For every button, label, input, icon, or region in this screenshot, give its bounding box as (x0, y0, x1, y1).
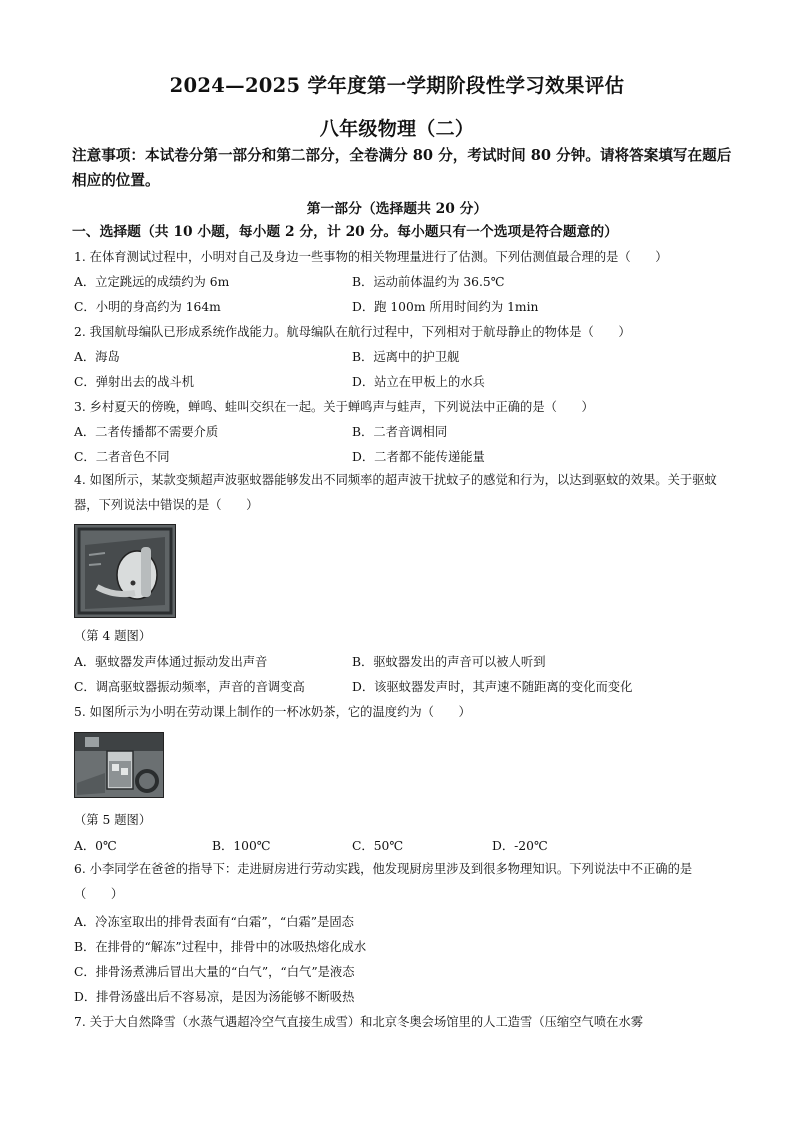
q6-option-a: A．冷冻室取出的排骨表面有“白霜”，“白霜”是固态 (74, 915, 354, 929)
q2-option-b: B．远离中的护卫舰 (352, 350, 460, 364)
q6-option-b: B．在排骨的“解冻”过程中，排骨中的冰吸热熔化成水 (74, 940, 367, 954)
iced-milk-tea-drawing (75, 733, 163, 797)
q2-option-d: D．站立在甲板上的水兵 (352, 375, 485, 389)
question-7-stem: 7. 关于大自然降雪（水蒸气遇超冷空气直接生成雪）和北京冬奥会场馆里的人工造雪（压缩空气喷在水雾 (74, 1015, 644, 1029)
q3-option-a: A．二者传播都不需要介质 (74, 425, 219, 439)
q5-option-c: C．50℃ (352, 839, 404, 853)
question-5-stem: 5. 如图所示为小明在劳动课上制作的一杯冰奶茶，它的温度约为（ ） (74, 705, 471, 719)
question-4-stem: 4. 如图所示，某款变频超声波驱蚊器能够发出不同频率的超声波干扰蚊子的感觉和行为，以达到驱蚊的效果。关于驱蚊器，下列说法中错误的是（ ） (74, 473, 717, 512)
q6-option-c: C．排骨汤煮沸后冒出大量的“白气”，“白气”是液态 (74, 965, 355, 979)
question-6-stem: 6. 小李同学在爸爸的指导下：走进厨房进行劳动实践，他发现厨房里涉及到很多物理知识。下列说法中不正确的是（ ） (74, 862, 693, 901)
q4-option-d: D．该驱蚊器发声时，其声速不随距离的变化而变化 (352, 680, 633, 694)
q3-option-c: C．二者音色不同 (74, 450, 170, 464)
q2-option-c: C．弹射出去的战斗机 (74, 375, 195, 389)
q5-option-d: D．-20℃ (492, 839, 548, 853)
q1-option-c: C．小明的身高约为 164m (74, 300, 221, 314)
q1-option-a: A．立定跳远的成绩约为 6m (74, 275, 230, 289)
q3-option-d: D．二者都不能传递能量 (352, 450, 485, 464)
q4-option-b: B．驱蚊器发出的声音可以被人听到 (352, 655, 546, 669)
q5-option-a: A．0℃ (74, 839, 117, 853)
mosquito-repeller-image (74, 524, 176, 618)
exam-subtitle: 八年级物理（二） (319, 118, 475, 140)
question-2-stem: 2. 我国航母编队已形成系统作战能力。航母编队在航行过程中，下列相对于航母静止的物体是（ ） (74, 325, 631, 339)
q1-option-d: D．跑 100m 所用时间约为 1min (352, 300, 539, 314)
q2-option-a: A．海岛 (74, 350, 120, 364)
q1-option-b: B．运动前体温约为 36.5℃ (352, 275, 505, 289)
mosquito-repeller-drawing (75, 525, 175, 617)
q6-option-d: D．排骨汤盛出后不容易凉，是因为汤能够不断吸热 (74, 990, 355, 1004)
q4-option-a: A．驱蚊器发声体通过振动发出声音 (74, 655, 268, 669)
figure-4-caption: （第 4 题图） (74, 629, 152, 643)
question-3-stem: 3. 乡村夏天的傍晚，蝉鸣、蛙叫交织在一起。关于蝉鸣声与蛙声，下列说法中正确的是（ ） (74, 400, 594, 414)
q5-option-b: B．100℃ (212, 839, 271, 853)
q3-option-b: B．二者音调相同 (352, 425, 448, 439)
section1-title: 一、选择题（共 10 小题，每小题 2 分，计 20 分。每小题只有一个选项是符合题意的） (72, 224, 618, 240)
q4-option-c: C．调高驱蚊器振动频率，声音的音调变高 (74, 680, 305, 694)
iced-milk-tea-image (74, 732, 164, 798)
notice-text: 注意事项：本试卷分第一部分和第二部分，全卷满分 80 分，考试时间 80 分钟。请将答案填写在题后相应的位置。 (72, 147, 732, 189)
exam-title: 2024—2025 学年度第一学期阶段性学习效果评估 (169, 74, 625, 97)
question-1-stem: 1. 在体育测试过程中，小明对自己及身边一些事物的相关物理量进行了估测。下列估测值最合理的是（ ） (74, 250, 668, 264)
part1-title: 第一部分（选择题共 20 分） (306, 201, 488, 217)
figure-5-caption: （第 5 题图） (74, 813, 152, 827)
